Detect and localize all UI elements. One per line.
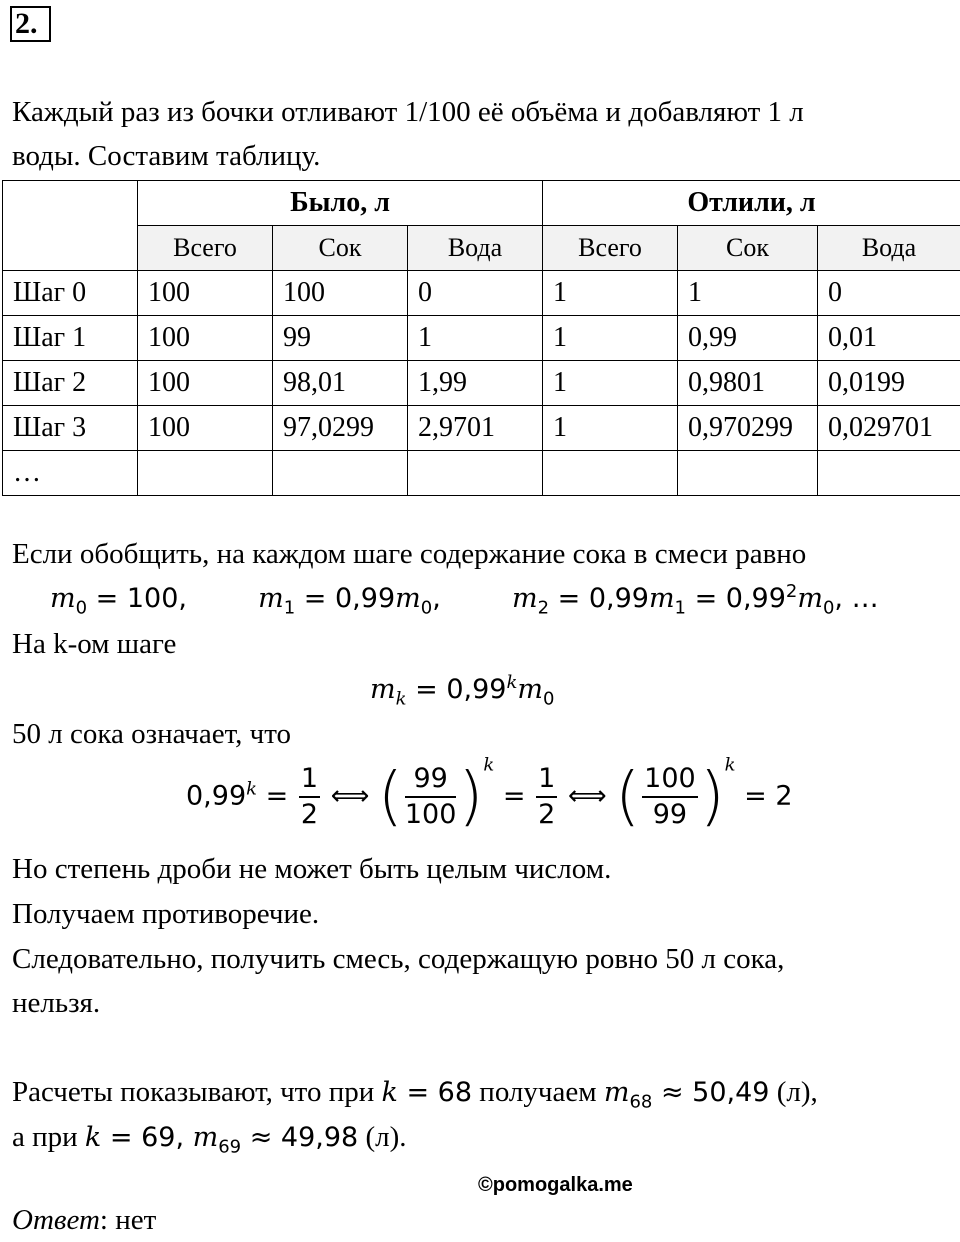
line-therefore-2: нельзя. (12, 981, 100, 1025)
calc-text: Расчеты показывают, что при (12, 1076, 382, 1108)
intro-line-2: воды. Составим таблицу. (12, 134, 320, 178)
math-var: m (649, 583, 675, 614)
math-sub: 2 (538, 597, 549, 618)
table-row (3, 361, 960, 406)
math-sub: 0 (543, 688, 554, 709)
table-cell: 98,01 (273, 361, 408, 406)
math-text: ≈ 49,98 (241, 1122, 358, 1153)
table-cell: 0,0199 (818, 361, 960, 406)
math-text: = 0,99 (295, 583, 395, 614)
table-cell: Шаг 2 (3, 361, 138, 406)
table-cell: 1 (678, 271, 818, 316)
watermark: ©pomogalka.me (478, 1170, 633, 1200)
math-text: ≈ 50,49 (652, 1077, 769, 1108)
math-var: m (512, 583, 538, 614)
table-cell: Шаг 0 (3, 271, 138, 316)
fifty-liters-text: 50 л сока означает, что (12, 712, 291, 756)
math-sub: 1 (284, 597, 295, 618)
fraction (299, 762, 320, 832)
table-cell: 100 (138, 406, 273, 451)
answer-text: : нет (100, 1204, 156, 1236)
fraction (405, 762, 457, 832)
math-sup: k (506, 672, 517, 693)
formula-recurrence (50, 577, 879, 621)
line-contradiction: Получаем противоречие. (12, 892, 319, 936)
sub-header-cell: Вода (818, 226, 960, 271)
table-cell: 100 (138, 316, 273, 361)
calc-line-2 (12, 1115, 407, 1160)
juice-table (2, 180, 960, 496)
math-sup: k (725, 755, 736, 776)
table-cell: 1 (543, 271, 678, 316)
table-cell: 97,0299 (273, 406, 408, 451)
table-cell: 1,99 (408, 361, 543, 406)
line-therefore-1: Следовательно, получить смесь, содержащую ровно 50 л сока, (12, 937, 784, 981)
math-text: = 100, (87, 583, 187, 614)
fraction-denominator: 100 (405, 798, 457, 832)
math-var: k (382, 1077, 398, 1108)
fraction-numerator: 100 (642, 762, 698, 798)
table-cell: 0 (408, 271, 543, 316)
math-sub: 69 (218, 1136, 241, 1157)
calc-text: (л), (769, 1076, 817, 1108)
math-sub: k (396, 688, 407, 709)
table-cell: 100 (138, 361, 273, 406)
group-header-was: Было, л (138, 181, 543, 226)
table-cell: 100 (138, 271, 273, 316)
answer-label: Ответ (12, 1204, 100, 1236)
math-text: , … (834, 583, 878, 614)
left-paren-icon: ( (378, 760, 403, 834)
math-sub: 68 (629, 1091, 652, 1112)
table-cell (273, 451, 408, 496)
calc-text: (л). (358, 1121, 406, 1153)
sub-header-cell: Всего (138, 226, 273, 271)
table-cell: 1 (543, 406, 678, 451)
group-header-poured: Отлили, л (543, 181, 960, 226)
table-row (3, 271, 960, 316)
table-cell: 0,01 (818, 316, 960, 361)
table-cell: 0,9801 (678, 361, 818, 406)
line-but: Но степень дроби не может быть целым числом. (12, 847, 611, 891)
math-text: ⟺ (559, 781, 615, 812)
table-cell: 1 (408, 316, 543, 361)
math-var: m (370, 674, 396, 705)
table-cell (138, 451, 273, 496)
math-var: m (604, 1077, 630, 1108)
math-var: m (517, 674, 543, 705)
table-cell: … (3, 451, 138, 496)
table-cell: Шаг 1 (3, 316, 138, 361)
fraction-numerator: 1 (299, 762, 320, 798)
generalize-text: Если обобщить, на каждом шаге содержание сока в смеси равно (12, 532, 806, 576)
table-row (3, 316, 960, 361)
table-cell (408, 451, 543, 496)
fraction-denominator: 99 (642, 798, 698, 832)
table-sub-header-row (3, 226, 960, 271)
fraction-numerator: 99 (405, 762, 457, 798)
table-cell (543, 451, 678, 496)
sub-header-cell: Сок (678, 226, 818, 271)
math-text: = 0,99 (686, 583, 786, 614)
table-corner-cell (3, 181, 138, 271)
math-sub: 0 (421, 597, 432, 618)
table-cell: 0 (818, 271, 960, 316)
math-text: = (494, 781, 534, 812)
sub-header-cell: Сок (273, 226, 408, 271)
table-cell (818, 451, 960, 496)
table-row (3, 451, 960, 496)
table-cell: 2,9701 (408, 406, 543, 451)
math-text: = 69, (101, 1122, 192, 1153)
math-var: m (395, 583, 421, 614)
formula-kth-term (370, 668, 554, 712)
right-paren-icon: ) (458, 760, 483, 834)
kth-step-text: На k-ом шаге (12, 622, 176, 666)
table-cell: 1 (543, 361, 678, 406)
answer-line (12, 1198, 156, 1242)
math-sub: 0 (76, 597, 87, 618)
math-text: = 2 (736, 781, 793, 812)
math-text: , (432, 583, 441, 614)
fraction (642, 762, 698, 832)
calc-line-1 (12, 1070, 818, 1115)
math-var: m (258, 583, 284, 614)
problem-number: 2. (10, 6, 51, 42)
table-cell: 0,970299 (678, 406, 818, 451)
sub-header-cell: Вода (408, 226, 543, 271)
math-sup: k (483, 755, 494, 776)
math-text: = 0,99 (549, 583, 649, 614)
table-cell (678, 451, 818, 496)
calc-text: а при (12, 1121, 85, 1153)
fraction (536, 762, 557, 832)
math-text: = 68 (398, 1077, 472, 1108)
intro-line-1: Каждый раз из бочки отливают 1/100 её объёма и добавляют 1 л (12, 90, 804, 134)
math-var: k (85, 1122, 101, 1153)
table-row (3, 406, 960, 451)
math-sup: k (246, 779, 257, 800)
calc-text: получаем (472, 1076, 604, 1108)
math-var: m (50, 583, 76, 614)
right-paren-icon: ) (700, 760, 725, 834)
math-text: 0,99 (186, 781, 246, 812)
math-sup: 2 (786, 581, 797, 602)
left-paren-icon: ( (615, 760, 640, 834)
table-group-header-row (3, 181, 960, 226)
math-sub: 0 (823, 597, 834, 618)
table-cell: 99 (273, 316, 408, 361)
table-cell: 0,029701 (818, 406, 960, 451)
formula-equation (186, 762, 793, 832)
fraction-denominator: 2 (536, 798, 557, 832)
math-var: m (797, 583, 823, 614)
fraction-numerator: 1 (536, 762, 557, 798)
table-cell: 100 (273, 271, 408, 316)
sub-header-cell: Всего (543, 226, 678, 271)
math-var: m (193, 1122, 219, 1153)
math-sub: 1 (675, 597, 686, 618)
table-cell: 0,99 (678, 316, 818, 361)
math-text: ⟺ (322, 781, 378, 812)
table-cell: 1 (543, 316, 678, 361)
math-text: = 0,99 (407, 674, 507, 705)
math-text: = (257, 781, 297, 812)
fraction-denominator: 2 (299, 798, 320, 832)
table-cell: Шаг 3 (3, 406, 138, 451)
